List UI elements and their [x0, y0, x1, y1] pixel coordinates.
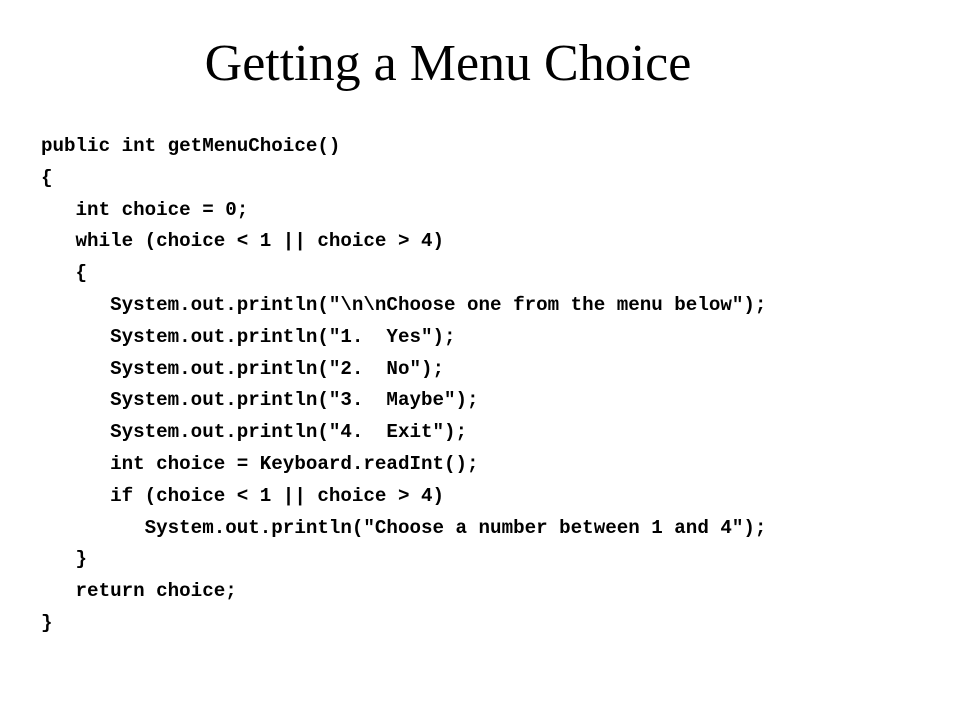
code-line-while-open-brace: {	[41, 262, 88, 285]
code-line-print-option-4: System.out.println("4. Exit");	[41, 421, 468, 444]
code-line-return-statement: return choice;	[41, 580, 237, 603]
code-line-variable-declaration: int choice = 0;	[41, 198, 249, 221]
code-line-if-condition: if (choice < 1 || choice > 4)	[41, 484, 445, 507]
code-line-while-close-brace: }	[41, 548, 88, 571]
code-line-method-signature: public int getMenuChoice()	[41, 135, 341, 157]
code-line-open-brace: {	[41, 166, 53, 189]
slide-title: Getting a Menu Choice	[204, 35, 692, 92]
code-line-read-input: int choice = Keyboard.readInt();	[41, 452, 479, 475]
code-listing	[41, 131, 766, 640]
code-line-print-option-1: System.out.println("1. Yes");	[41, 325, 456, 348]
code-line-while-condition: while (choice < 1 || choice > 4)	[41, 230, 445, 253]
code-line-close-brace: }	[41, 611, 53, 634]
code-line-print-option-3: System.out.println("3. Maybe");	[41, 389, 479, 412]
code-line-print-error: System.out.println("Choose a number between 1 and 4");	[41, 516, 767, 539]
code-line-print-prompt: System.out.println("\n\nChoose one from the menu below");	[41, 293, 767, 316]
code-line-print-option-2: System.out.println("2. No");	[41, 357, 445, 380]
